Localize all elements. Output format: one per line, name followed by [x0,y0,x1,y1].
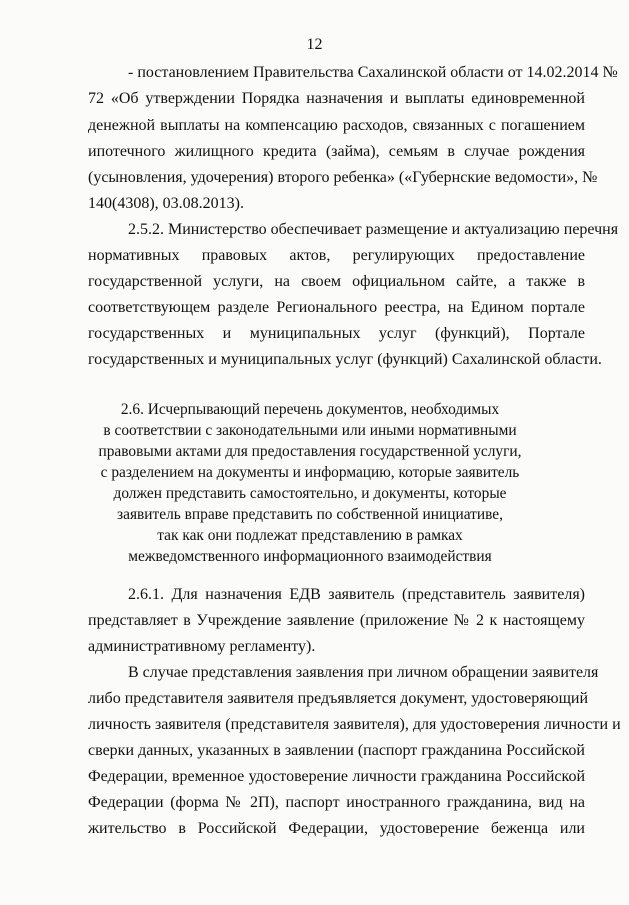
heading-line: межведомственного информационного взаимодействия [128,548,492,565]
text-line: Федерации (форма № 2П), паспорт иностранного гражданина, вид на [88,794,585,811]
text-line: государственных и муниципальных услуг (функций) Сахалинской области. [88,351,602,368]
page-number: 12 [306,36,323,53]
heading-line: заявитель вправе представить по собственной инициативе, [117,506,503,523]
text-line: сверки данных, указанных в заявлении (паспорт гражданина Российской [88,742,585,759]
heading-line: 2.6. Исчерпывающий перечень документов, необходимых [120,401,500,418]
text-line: государственной услуги, на своем официальном сайте, а также в [88,273,585,290]
heading-line: с разделением на документы и информацию, которые заявитель [100,464,520,481]
text-line: жительство в Российской Федерации, удостоверение беженца или [88,820,585,837]
text-line: ипотечного жилищного кредита (займа), семьям в случае рождения [88,143,585,160]
text-line: 2.5.2. Министерство обеспечивает размещение и актуализацию перечня [128,221,619,238]
text-line: личность заявителя (представителя заявителя), для удостоверения личности и [88,716,621,733]
heading-line: так как они подлежат представлению в рамках [157,527,463,544]
text-line: Федерации, временное удостоверение личности гражданина Российской [88,768,585,785]
text-line: - постановлением Правительства Сахалинской области от 14.02.2014 № [128,64,618,81]
text-line: 2.6.1. Для назначения ЕДВ заявитель (представитель заявителя) [128,586,585,603]
text-line: денежной выплаты на компенсацию расходов, связанных с погашением [88,117,585,134]
text-line: либо представителя заявителя предъявляется документ, удостоверяющий [88,690,589,707]
heading-line: правовыми актами для предоставления государственной услуги, [98,443,522,460]
text-line: 72 «Об утверждении Порядка назначения и выплаты единовременной [88,90,585,107]
text-line: государственных и муниципальных услуг (функций), Портале [88,325,585,342]
heading-line: в соответствии с законодательными или иными нормативными [103,422,517,439]
text-line: нормативных правовых актов, регулирующих предоставление [88,247,585,264]
text-line: В случае представления заявления при личном обращении заявителя [128,664,599,681]
text-line: соответствующем разделе Регионального реестра, на Едином портале [88,299,585,316]
heading-line: должен представить самостоятельно, и документы, которые [113,485,507,502]
text-line: административному регламенту). [88,638,316,655]
text-line: (усыновления, удочерения) второго ребенка» («Губернские ведомости», № [88,169,598,186]
text-line: представляет в Учреждение заявление (приложение № 2 к настоящему [88,612,585,629]
text-line: 140(4308), 03.08.2013). [88,195,244,212]
